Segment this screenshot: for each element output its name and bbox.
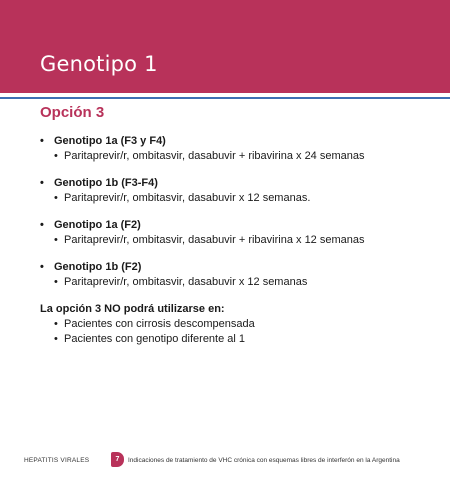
- bullet: •: [40, 219, 44, 231]
- list-item-text: Paritaprevir/r, ombitasvir, dasabuvir x 12 semanas.: [64, 192, 311, 204]
- sub-bullet: •: [54, 318, 58, 330]
- page-title: Genotipo 1: [40, 52, 158, 76]
- list-item-text: Paritaprevir/r, ombitasvir, dasabuvir + ribavirina x 12 semanas: [64, 234, 365, 246]
- genotype-group: [40, 260, 440, 290]
- restriction-item: [40, 332, 440, 347]
- restriction-title: La opción 3 NO podrá utilizarse en:: [40, 303, 225, 315]
- list-item: [40, 149, 440, 164]
- list-item: [40, 275, 440, 290]
- footer: [24, 451, 434, 469]
- list-item: [40, 233, 440, 248]
- bullet: •: [40, 261, 44, 273]
- list-item-text: Paritaprevir/r, ombitasvir, dasabuvir + ribavirina x 24 semanas: [64, 150, 365, 162]
- group-title-text: Genotipo 1a (F3 y F4): [54, 135, 166, 147]
- content: [40, 134, 440, 347]
- sub-bullet: •: [54, 150, 58, 162]
- group-title: [40, 134, 440, 149]
- page-number-badge: 7: [111, 452, 124, 467]
- restriction-section: [40, 302, 440, 347]
- restriction-item-text: Pacientes con cirrosis descompensada: [64, 318, 255, 330]
- group-title-text: Genotipo 1b (F2): [54, 261, 142, 273]
- restriction-item: [40, 317, 440, 332]
- sub-bullet: •: [54, 192, 58, 204]
- genotype-group: [40, 176, 440, 206]
- group-title-text: Genotipo 1b (F3-F4): [54, 177, 158, 189]
- sub-bullet: •: [54, 276, 58, 288]
- group-title: [40, 176, 440, 191]
- footer-document-title: Indicaciones de tratamiento de VHC crónica con esquemas libres de interferón en la Argentina: [128, 457, 400, 464]
- list-item-text: Paritaprevir/r, ombitasvir, dasabuvir x 12 semanas: [64, 276, 308, 288]
- bullet: •: [40, 177, 44, 189]
- bullet: •: [40, 135, 44, 147]
- genotype-group: [40, 218, 440, 248]
- option-title: Opción 3: [40, 104, 105, 121]
- group-title-text: Genotipo 1a (F2): [54, 219, 141, 231]
- group-title: [40, 260, 440, 275]
- group-title: [40, 218, 440, 233]
- sub-bullet: •: [54, 333, 58, 345]
- footer-section-label: HEPATITIS VIRALES: [24, 457, 90, 464]
- list-item: [40, 191, 440, 206]
- genotype-group: [40, 134, 440, 164]
- sub-bullet: •: [54, 234, 58, 246]
- restriction-item-text: Pacientes con genotipo diferente al 1: [64, 333, 246, 345]
- header-divider: [0, 97, 450, 99]
- header-banner: [0, 0, 450, 93]
